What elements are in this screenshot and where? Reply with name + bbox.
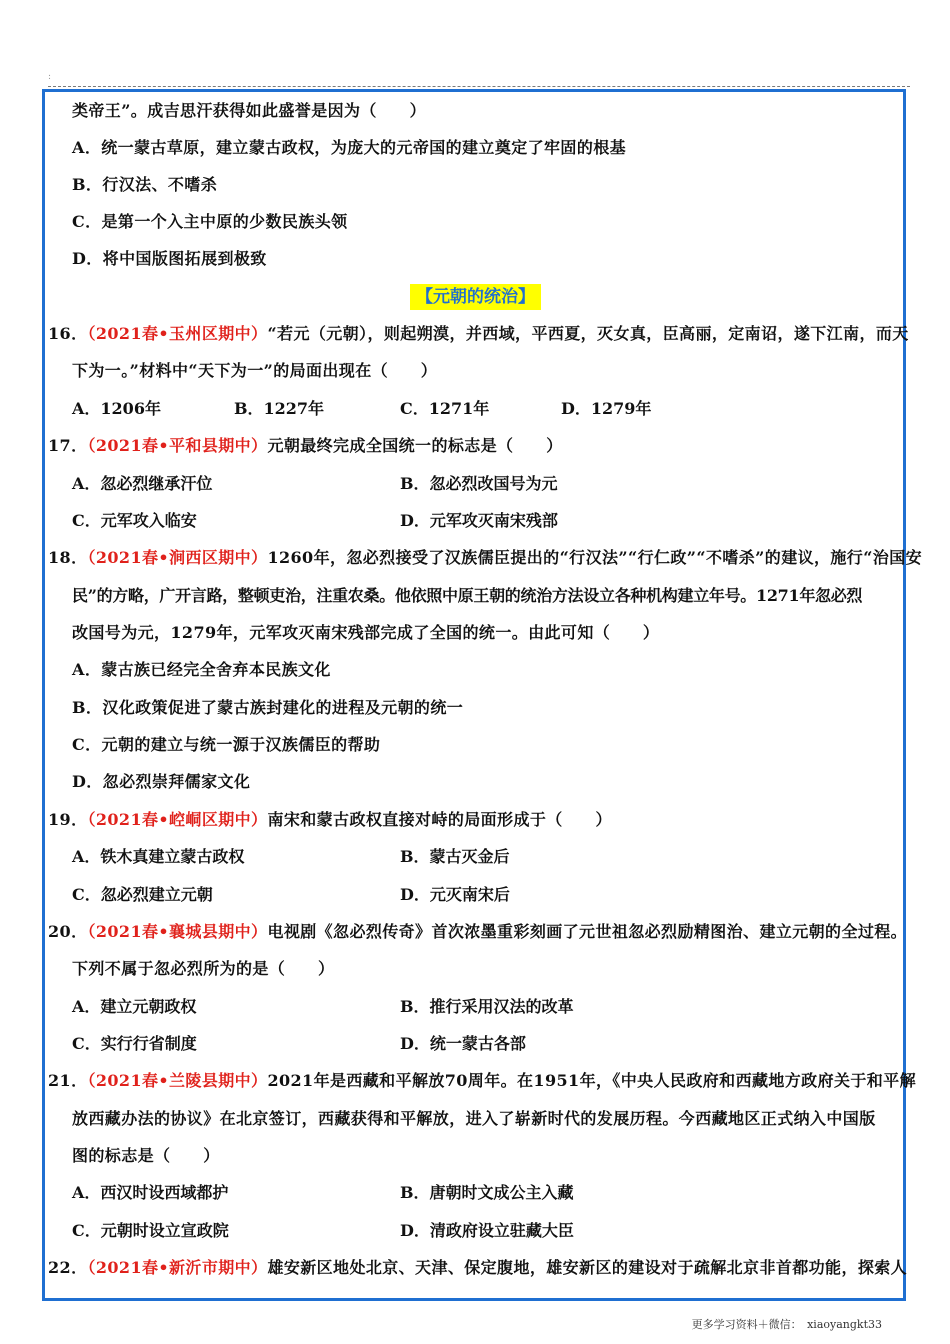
section-title: 【元朝的统治】 bbox=[410, 284, 541, 310]
q19-line1 bbox=[48, 809, 612, 831]
q21-source: （2021春•兰陵县期中） bbox=[87, 1071, 268, 1090]
q19-number: 19． bbox=[48, 810, 88, 829]
q18-text: 1260年，忽必烈接受了汉族儒臣提出的“行汉法”“行仁政”“不嗜杀”的建议，施行“治国安 bbox=[267, 548, 922, 567]
q17-option-a: A．忽必烈继承汗位 bbox=[72, 474, 213, 493]
q19-option-c: C．忽必烈建立元朝 bbox=[72, 885, 213, 904]
q16-text: “若元（元朝），则起朔漠，并西域，平西夏，灭女真，臣高丽，定南诏，遂下江南，而天 bbox=[267, 324, 909, 343]
q17-option-d: D．元军攻灭南宋残部 bbox=[400, 511, 558, 530]
intro-line: 类帝王”。成吉思汗获得如此盛誉是因为（ ） bbox=[72, 101, 427, 120]
header-rule bbox=[48, 86, 910, 87]
q20-number: 20． bbox=[48, 922, 88, 941]
q21-line3: 图的标志是（ ） bbox=[72, 1146, 220, 1165]
q16-number: 16． bbox=[48, 324, 88, 343]
q21-line2: 放西藏办法的协议》在北京签订，西藏获得和平解放，进入了崭新时代的发展历程。今西藏地区正式纳入中国版 bbox=[72, 1109, 876, 1128]
q16-line1 bbox=[48, 323, 909, 345]
q16-option-b: B．1227年 bbox=[234, 399, 325, 418]
q17-text: 元朝最终完成全国统一的标志是（ ） bbox=[267, 436, 563, 455]
intro-option-c: C．是第一个入主中原的少数民族头领 bbox=[72, 212, 348, 231]
q21-option-d: D．清政府设立驻藏大臣 bbox=[400, 1221, 574, 1240]
q20-line2: 下列不属于忽必烈所为的是（ ） bbox=[72, 959, 335, 978]
q19-source: （2021春•崆峒区期中） bbox=[87, 810, 268, 829]
q21-number: 21． bbox=[48, 1071, 88, 1090]
q16-option-d: D．1279年 bbox=[561, 399, 652, 418]
q20-option-b: B．推行采用汉法的改革 bbox=[400, 997, 574, 1016]
q21-option-b: B．唐朝时文成公主入藏 bbox=[400, 1183, 574, 1202]
q20-source: （2021春•襄城县期中） bbox=[87, 922, 268, 941]
footer-note: 更多学习资料＋微信： xiaoyangkt33 bbox=[691, 1318, 882, 1331]
q19-option-a: A．铁木真建立蒙古政权 bbox=[72, 847, 245, 866]
q17-source: （2021春•平和县期中） bbox=[87, 436, 268, 455]
q20-option-d: D．统一蒙古各部 bbox=[400, 1034, 526, 1053]
q18-line3: 改国号为元，1279年，元军攻灭南宋残部完成了全国的统一。由此可知（ ） bbox=[72, 623, 660, 642]
q18-number: 18． bbox=[48, 548, 88, 567]
q21-option-c: C．元朝时设立宣政院 bbox=[72, 1221, 229, 1240]
q16-source: （2021春•玉州区期中） bbox=[87, 324, 268, 343]
intro-option-b: B．行汉法、不嗜杀 bbox=[72, 175, 218, 194]
intro-option-a: A．统一蒙古草原，建立蒙古政权，为庞大的元帝国的建立奠定了牢固的根基 bbox=[72, 138, 627, 157]
q18-source: （2021春•涧西区期中） bbox=[87, 548, 268, 567]
q22-text: 雄安新区地处北京、天津、保定腹地，雄安新区的建设对于疏解北京非首都功能，探索人 bbox=[267, 1258, 908, 1277]
q20-line1 bbox=[48, 921, 907, 943]
q22-source: （2021春•新沂市期中） bbox=[87, 1258, 268, 1277]
q22-number: 22． bbox=[48, 1258, 88, 1277]
header-mark: : bbox=[48, 72, 52, 82]
q18-line2: 民”的方略，广开言路，整顿吏治，注重农桑。他依照中原王朝的统治方法设立各种机构建立年号。1271年忽必烈 bbox=[72, 586, 863, 605]
q19-option-d: D．元灭南宋后 bbox=[400, 885, 510, 904]
q20-text: 电视剧《忽必烈传奇》首次浓墨重彩刻画了元世祖忽必烈励精图治、建立元朝的全过程。 bbox=[267, 922, 908, 941]
q17-line1 bbox=[48, 435, 563, 457]
q17-option-c: C．元军攻入临安 bbox=[72, 511, 197, 530]
q20-option-a: A．建立元朝政权 bbox=[72, 997, 197, 1016]
q18-option-a: A．蒙古族已经完全舍弃本民族文化 bbox=[72, 660, 331, 679]
q16-option-c: C．1271年 bbox=[400, 399, 490, 418]
q20-option-c: C．实行行省制度 bbox=[72, 1034, 197, 1053]
q18-option-d: D．忽必烈崇拜儒家文化 bbox=[72, 772, 251, 791]
intro-option-d: D．将中国版图拓展到极致 bbox=[72, 249, 267, 268]
q22-line1 bbox=[48, 1257, 907, 1279]
q16-option-a: A．1206年 bbox=[72, 399, 161, 418]
q17-option-b: B．忽必烈改国号为元 bbox=[400, 474, 558, 493]
q21-option-a: A．西汉时设西域都护 bbox=[72, 1183, 229, 1202]
q19-text: 南宋和蒙古政权直接对峙的局面形成于（ ） bbox=[267, 810, 612, 829]
q18-option-c: C．元朝的建立与统一源于汉族儒臣的帮助 bbox=[72, 735, 381, 754]
q18-line1 bbox=[48, 547, 922, 569]
q16-line2: 下为一。”材料中“天下为一”的局面出现在（ ） bbox=[72, 361, 438, 380]
q17-number: 17． bbox=[48, 436, 88, 455]
q21-line1 bbox=[48, 1070, 916, 1092]
q18-option-b: B．汉化政策促进了蒙古族封建化的进程及元朝的统一 bbox=[72, 698, 464, 717]
q19-option-b: B．蒙古灭金后 bbox=[400, 847, 510, 866]
q21-text: 2021年是西藏和平解放70周年。在1951年，《中央人民政府和西藏地方政府关于和平解 bbox=[267, 1071, 916, 1090]
